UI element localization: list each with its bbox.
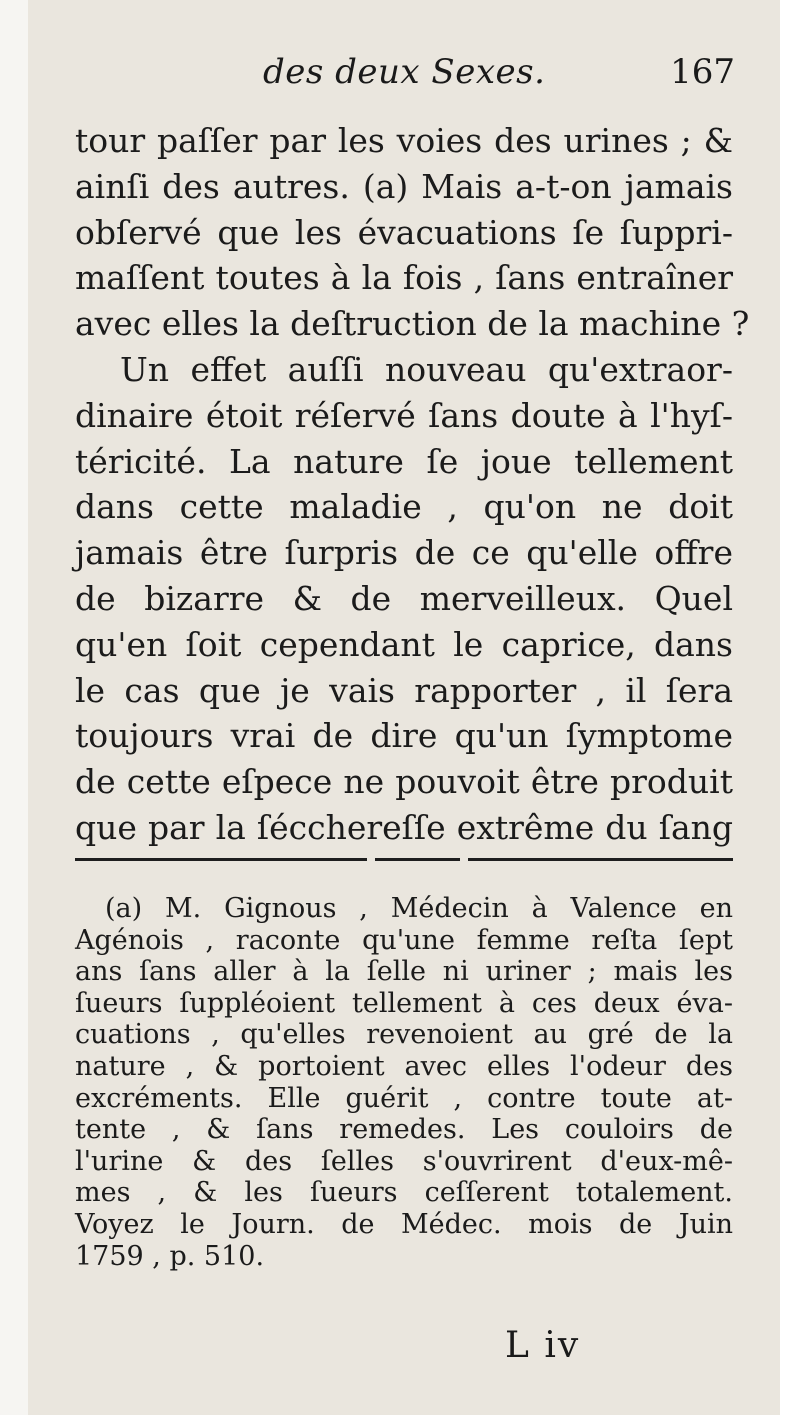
footnote-line: Agénois , raconte qu'une femme reſta ſept xyxy=(75,924,733,956)
text-line: qu'en ſoit cependant le caprice, dans xyxy=(75,624,733,664)
signature-mark: L iv xyxy=(505,1325,581,1366)
text-line: de bizarre & de merveilleux. Quel xyxy=(75,578,733,618)
page-left-margin xyxy=(0,0,28,1415)
footnote-divider xyxy=(75,858,733,861)
footnote-line: 1759 , p. 510. xyxy=(75,1240,265,1272)
divider-gap xyxy=(367,856,375,863)
footnote-line: (a) M. Gignous , Médecin à Valence en xyxy=(105,893,733,924)
text-line: Un effet auſſi nouveau qu'extraor- xyxy=(120,349,733,389)
running-title: des deux Sexes. xyxy=(263,52,546,92)
page-header xyxy=(75,52,735,102)
footnote-line: ſueurs ſuppléoient tellement à ces deux éva- xyxy=(75,987,733,1019)
text-line: maſſent toutes à la fois , ſans entraîner xyxy=(75,258,733,298)
text-line: que par la ſécchereſſe extrême du ſang xyxy=(75,807,733,847)
text-line: jamais être ſurpris de ce qu'elle offre xyxy=(75,533,733,573)
footnote-line: tente , & ſans remedes. Les couloirs de xyxy=(75,1114,733,1146)
text-line: tour paſſer par les voies des urines ; & xyxy=(75,121,733,160)
footnote-line: cuations , qu'elles revenoient au gré de la xyxy=(75,1019,733,1051)
footnote-line: Voyez le Journ. de Médec. mois de Juin xyxy=(75,1208,733,1240)
text-line: téricité. La nature ſe joue tellement xyxy=(75,441,733,481)
footnote xyxy=(75,893,733,1272)
footnote-line: l'urine & des ſelles s'ouvrirent d'eux-mê- xyxy=(75,1145,733,1177)
text-line: dans cette maladie , qu'on ne doit xyxy=(75,487,733,527)
footnote-line: nature , & portoient avec elles l'odeur des xyxy=(75,1050,733,1082)
main-text xyxy=(75,118,750,851)
page-number: 167 xyxy=(670,52,735,92)
text-line: dinaire étoit réſervé ſans doute à l'hyſ- xyxy=(75,395,733,435)
text-line: avec elles la deſtruction de la machine ? xyxy=(75,304,750,344)
footnote-line: ans ſans aller à la ſelle ni uriner ; mais les xyxy=(75,956,733,988)
text-line: le cas que je vais rapporter , il ſera xyxy=(75,670,733,710)
text-line: de cette eſpece ne pouvoit être produit xyxy=(75,762,733,802)
footnote-line: mes , & les ſueurs ceſſerent totalement. xyxy=(75,1177,733,1209)
page-right-margin xyxy=(780,0,800,1415)
divider-gap xyxy=(460,856,468,863)
text-line: toujours vrai de dire qu'un ſymptome xyxy=(75,716,733,756)
text-line: ainſi des autres. (a) Mais a-t-on jamais xyxy=(75,166,733,206)
footnote-line: excréments. Elle guérit , contre toute at- xyxy=(75,1082,733,1114)
text-line: obſervé que les évacuations ſe ſuppri- xyxy=(75,212,733,252)
